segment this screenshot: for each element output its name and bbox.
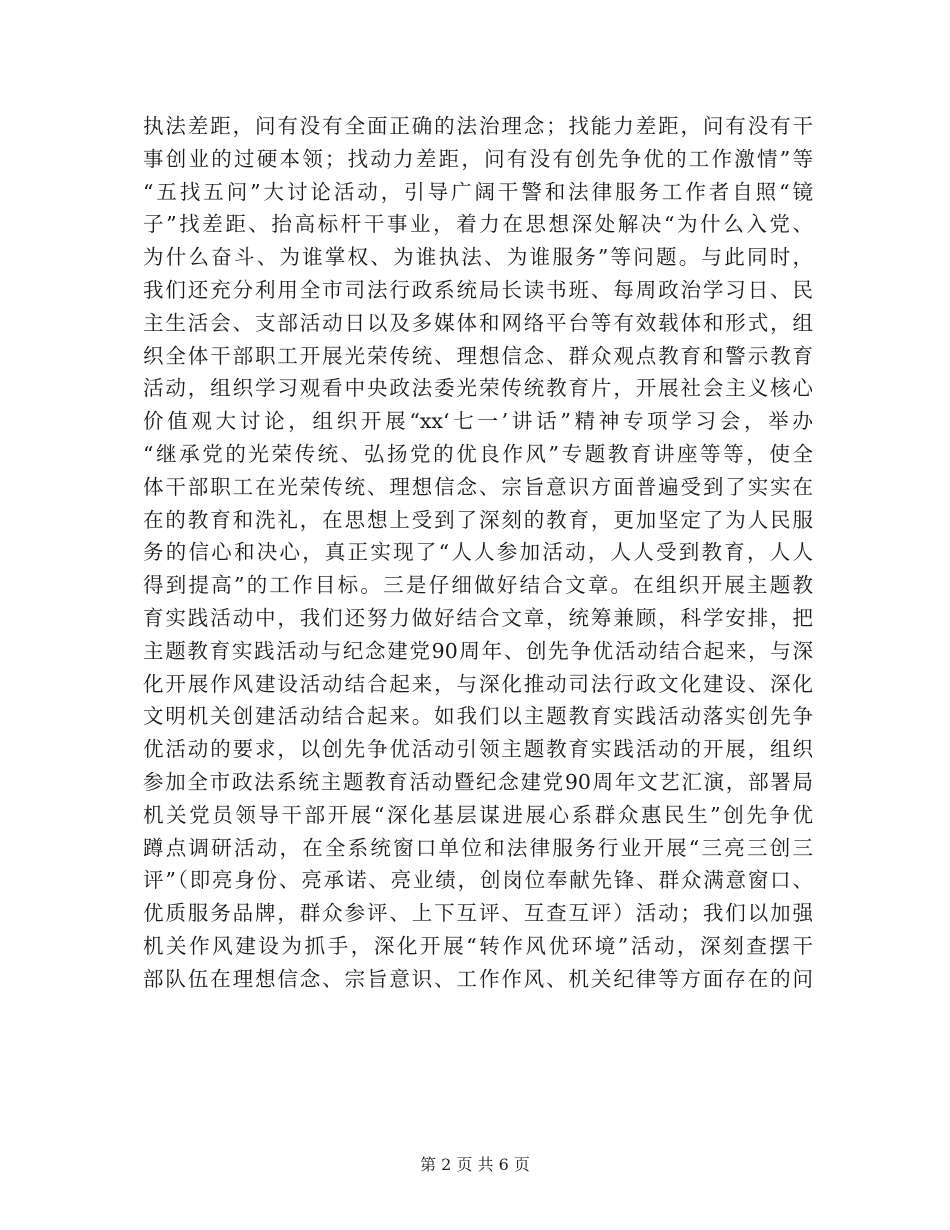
text-line: 活动，组织学习观看中央政法委光荣传统教育片，开展社会主义核心 (143, 376, 813, 401)
text-line: 价值观大讨论，组织开展“xx‘七一’讲话”精神专项学习会，举办 (143, 409, 813, 434)
text-line: 部队伍在理想信念、宗旨意识、工作作风、机关纪律等方面存在的问 (143, 966, 813, 991)
text-line: “五找五问”大讨论活动，引导广阔干警和法律服务工作者自照“镜 (143, 179, 813, 204)
text-line: 机关作风建设为抓手，深化开展“转作风优环境”活动，深刻查摆干 (143, 933, 813, 958)
text-line: 在的教育和洗礼，在思想上受到了深刻的教育，更加坚定了为人民服 (143, 507, 813, 532)
text-line: 评”（即亮身份、亮承诺、亮业绩，创岗位奉献先锋、群众满意窗口、 (143, 868, 813, 893)
page-number-footer: 第 2 页 共 6 页 (420, 1155, 530, 1174)
text-line: 执法差距，问有没有全面正确的法治理念；找能力差距，问有没有干 (143, 114, 813, 138)
text-line: “继承党的光荣传统、弘扬党的优良作风”专题教育讲座等等，使全 (143, 441, 813, 466)
text-line: 主生活会、支部活动日以及多媒体和网络平台等有效载体和形式，组 (143, 310, 813, 335)
text-line: 得到提高”的工作目标。三是仔细做好结合文章。在组织开展主题教 (143, 573, 813, 598)
text-line: 蹲点调研活动，在全系统窗口单位和法律服务行业开展“三亮三创三 (143, 835, 813, 860)
text-line: 体干部职工在光荣传统、理想信念、宗旨意识方面普遍受到了实实在 (143, 474, 813, 499)
text-line: 参加全市政法系统主题教育活动暨纪念建党90周年文艺汇演，部署局 (143, 769, 813, 794)
text-line: 育实践活动中，我们还努力做好结合文章，统筹兼顾，科学安排，把 (143, 605, 813, 630)
text-line: 为什么奋斗、为谁掌权、为谁执法、为谁服务”等问题。与此同时， (143, 245, 813, 270)
text-line: 优质服务品牌，群众参评、上下互评、互查互评）活动；我们以加强 (143, 901, 813, 926)
body-text (143, 110, 813, 996)
text-line: 织全体干部职工开展光荣传统、理想信念、群众观点教育和警示教育 (143, 343, 813, 368)
text-line: 文明机关创建活动结合起来。如我们以主题教育实践活动落实创先争 (143, 704, 813, 729)
text-line: 子”找差距、抬高标杆干事业，着力在思想深处解决“为什么入党、 (143, 212, 813, 237)
text-line: 机关党员领导干部开展“深化基层谋进展心系群众惠民生”创先争优 (143, 802, 813, 827)
text-line: 务的信心和决心，真正实现了“人人参加活动，人人受到教育，人人 (143, 540, 813, 565)
text-line: 化开展作风建设活动结合起来，与深化推动司法行政文化建设、深化 (143, 671, 813, 696)
text-line: 我们还充分利用全市司法行政系统局长读书班、每周政治学习日、民 (143, 277, 813, 302)
text-line: 优活动的要求，以创先争优活动引领主题教育实践活动的开展，组织 (143, 737, 813, 762)
text-line: 主题教育实践活动与纪念建党90周年、创先争优活动结合起来，与深 (143, 638, 813, 663)
text-line: 事创业的过硬本领；找动力差距，问有没有创先争优的工作激情”等 (143, 146, 813, 171)
